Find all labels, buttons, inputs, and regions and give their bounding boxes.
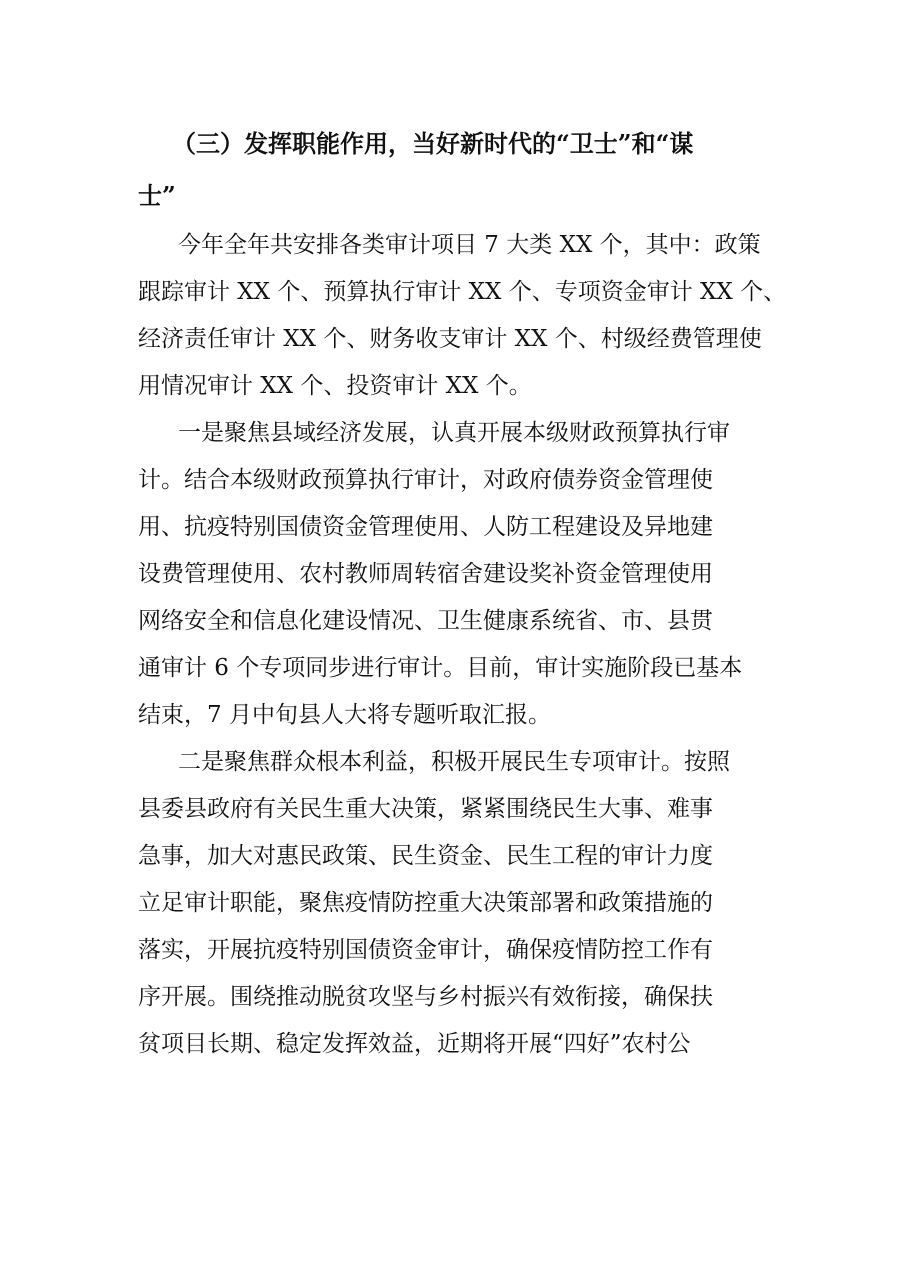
- paragraph-livelihood-audit: [138, 739, 778, 1068]
- paragraph-line: 结束，7 月中旬县人大将专题听取汇报。: [138, 702, 551, 728]
- paragraph-audit-projects: [138, 222, 787, 410]
- paragraph-line: 急事，加大对惠民政策、民生资金、民生工程的审计力度: [138, 843, 713, 869]
- paragraph-line: 立足审计职能，聚焦疫情防控重大决策部署和政策措施的: [138, 890, 713, 916]
- paragraph-line: 通审计 6 个专项同步进行审计。目前，审计实施阶段已基本: [138, 655, 743, 681]
- paragraph-county-economy: [138, 410, 778, 739]
- paragraph-line: 跟踪审计 XX 个、预算执行审计 XX 个、专项资金审计 XX 个、: [138, 279, 787, 305]
- paragraph-line: 用情况审计 XX 个、投资审计 XX 个。: [138, 373, 532, 399]
- document-body: [138, 118, 787, 1068]
- paragraph-line: 今年全年共安排各类审计项目 7 大类 XX 个，其中：政策: [178, 232, 761, 258]
- paragraph-line: 二是聚焦群众根本利益，积极开展民生专项审计。按照: [178, 749, 730, 775]
- section-heading-line-2: 士”: [138, 181, 176, 210]
- paragraph-line: 一是聚焦县域经济发展，认真开展本级财政预算执行审: [178, 420, 730, 446]
- paragraph-line: 落实，开展抗疫特别国债资金审计，确保疫情防控工作有: [138, 937, 713, 963]
- paragraph-line: 设费管理使用、农村教师周转宿舍建设奖补资金管理使用: [138, 561, 713, 587]
- paragraph-line: 县委县政府有关民生重大决策，紧紧围绕民生大事、难事: [138, 796, 713, 822]
- section-heading-line-1: （三）发挥职能作用，当好新时代的“卫士”和“谋: [172, 129, 694, 158]
- paragraph-line: 网络安全和信息化建设情况、卫生健康系统省、市、县贯: [138, 608, 713, 634]
- paragraph-line: 计。结合本级财政预算执行审计，对政府债券资金管理使: [138, 467, 713, 493]
- paragraph-line: 序开展。围绕推动脱贫攻坚与乡村振兴有效衔接，确保扶: [138, 984, 713, 1010]
- paragraph-line: 经济责任审计 XX 个、财务收支审计 XX 个、村级经费管理使: [138, 326, 762, 352]
- paragraph-line: 用、抗疫特别国债资金管理使用、人防工程建设及异地建: [138, 514, 713, 540]
- paragraph-line: 贫项目长期、稳定发挥效益，近期将开展“四好”农村公: [138, 1031, 691, 1057]
